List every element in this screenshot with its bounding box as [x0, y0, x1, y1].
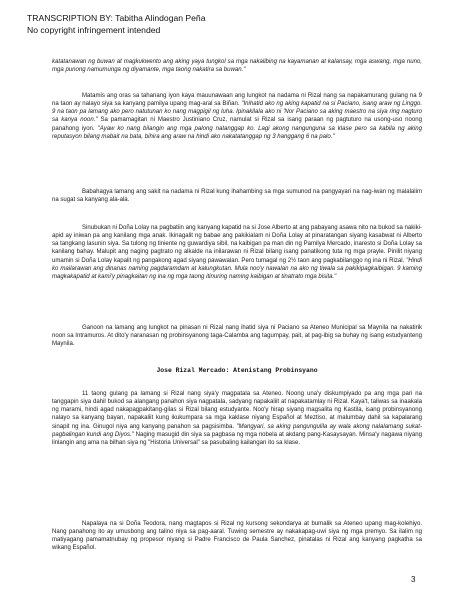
- paragraph-3: [52, 188, 422, 204]
- paragraph-text: Naging masugid din siya sa pagbasa ng mga nobela at akdang pang-Kasaysayan. Minsa'y nagawa niyang linlangin ang ama na bilhan siya ng "Historia Universal" sa pasubaling kailangan ito sa klase.: [52, 431, 422, 446]
- section-heading: Jose Rizal Mercado: Atenistang Probinsyano: [156, 367, 318, 374]
- paragraph-text: Sa pamamagitan ni Maestro Justiniano Cruz, namulat si Rizal sa isang paraan ng pagtuturo na usong-uso noong panahong iyon.: [52, 117, 422, 132]
- page-header: [27, 12, 206, 36]
- quote-text: "Inihatid ako ng aking kapatid na si Paciano, isang araw ng Linggo. 9 na taon pa lamang ako pero natutunan ko nang magpigil ng luha. Ipinakilala ako ni 'Nor Paciano sa aking maestro na siya ring nagturo sa kanya noon.": [52, 101, 422, 124]
- paragraph-5: [52, 324, 422, 348]
- transcription-credit: TRANSCRIPTION BY: Tabitha Alindogan Peña: [27, 13, 206, 23]
- copyright-notice: No copyright infringement intended: [27, 25, 161, 35]
- paragraph-1: [52, 58, 422, 74]
- paragraph-text: Napalaya na si Doña Teodora, nang magtapos si Rizal ng kursong sekondarya at bumalik sa Ateneo upang mag-kolehiyo. Nang panahong ito ay umusbong ang talino niya sa pag-aaral. Tuwing semestre ay nakakapag-uwi siya ng mga premyo. Sa ilalim ng matiyagang pamamatnubay ng propesor niyang si Padre Francisco de Paula Sanchez, pinatalas ni Rizal ang kanyang pagkatha sa wikang Español.: [52, 521, 422, 552]
- paragraph-text: Babahagya lamang ang sakit na nadama ni Rizal kung ihahambing sa mga sumunod na pangyayari na nag-iwan ng malalalim na sugat sa kanyang ala-ala.: [52, 189, 422, 204]
- paragraph-text: Matamis ang oras sa tahanang iyon kaya mauunawaan ang lungkot na nadama ni Rizal nang sa napakamurang gulang na 9 na taon ay nalayo siya sa kanyang pamilya upang mag-aral sa Biñan.: [52, 93, 422, 108]
- paragraph-7: [52, 520, 422, 553]
- paragraph-text: Sinubukan ni Doña Lolay na pagbatiin ang kanyang kapatid na si Jose Alberto at ang pabayang asawa nito na bukod sa nakiki-apid ay iniwan pa ang kanilang mga anak. Ikinagalit ng babae ang pakikialam ni Doña Lolay at pinaratangan siyang kasabwat ni Alberto sa tangkang lasunin siya. Sa tulong ng tiniente ng guwardiya sibil, na kaibigan pa man din ng Pamilya Mercado, inaresto si Doña Lolay sa kanilang bahay. Malupit ang naging pagtrato ng alkalde na inilarawan ni Rizal bilang isang panatikong tuta ng mga prayle. Pinilit niyang umamin si Doña Lolay kapalit ng pangakong agad siyang pawawalan. Pero tumagal ng 2½ taon ang pagkabilanggo ng ina ni Rizal.: [52, 225, 422, 264]
- quote-text: katatanawan ng buwan at magkukwento ang aking yaya tungkol sa mga nakalibing na kayamanan at kalansay, mga aswang, mga nuno, mga punong namumunga ng diyamante, mga taong nakatira sa buwan.": [52, 59, 422, 74]
- paragraph-text: 11 taong gulang pa lamang si Rizal nang siya'y magpatala sa Ateneo. Noong una'y diskumpiyado pa ang mga pari na tanggapin siya dahil bukod sa alangang panahon siya nagpatala, sadyang napakaliit at napakatamlay ni Rizal. Kaya't, taliwas sa inaakala ng marami, hindi agad nakapagpakitang-gilas si Rizal bilang estudyante. Noo'y hirap siyang magsalita ng Kastila, isang probinsyanong nalayo sa kanyang bayan, napakaliit kung ikukumpara sa mga kaklase niyang Español at Meztiso, at malumbay dahil sa kapalarang sinapit ng ina. Ginugol niya ang kanyang panahon sa pagsisimba.: [52, 391, 422, 430]
- quote-text: "Hindi ko mailarawan ang dinanas naming pagdaramdam at kalungkutan. Mula noo'y nawalan na ako ng tiwala sa pakikipagkaibigan. 9 kaming magkakapatid at kami'y pinagkaitan ng ina ng mga taong itinuring naming kaibigan at tinatrato mga bisita.": [52, 257, 422, 280]
- paragraph-6: [52, 390, 422, 447]
- paragraph-text: Ganoon na lamang ang lungkot na pinasan ni Rizal nang ihatid siya ni Paciano sa Ateneo Municipal sa Maynila na nakatirik noon sa Intramuros. At dito'y naranasan ng probinsyanong taga-Calamba ang tagumpay, pait, at pag-ibig sa buhay ng isang estudyanteng Maynila.: [52, 325, 422, 348]
- paragraph-2: [52, 92, 422, 141]
- paragraph-4: [52, 224, 422, 281]
- quote-text: "Mangyari, sa aking pangungulila ay wala akong nalalamang sukat-pagbalingan kundi ang Diyos.": [52, 423, 422, 438]
- quote-text: "Ayaw ko nang bilangin ang mga palong natanggap ko. Lagi akong nangunguna sa klase pero sa kabila ng aking reputasyon bilang mabait na bata, bihira ang araw na hindi ako nakatatanggap ng 3 hanggang 6 na palo.": [52, 125, 422, 140]
- page-number: 3: [411, 575, 416, 584]
